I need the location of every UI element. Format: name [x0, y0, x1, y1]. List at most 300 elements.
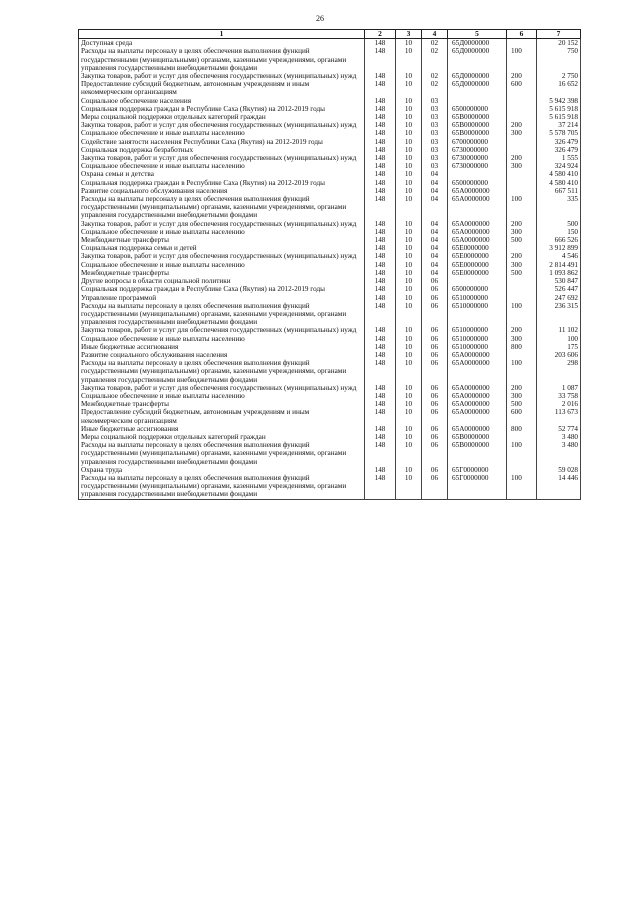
subsection-code-cell: 04 — [422, 220, 448, 228]
expense-type-code-cell — [507, 466, 537, 474]
table-row — [79, 162, 581, 170]
target-article-code-cell: 65В0000000 — [448, 129, 507, 137]
amount-cell: 4 580 410 — [537, 179, 581, 187]
item-name-cell: Социальное обеспечение и иные выплаты населению — [79, 392, 365, 400]
target-article-code-cell: 65Г0000000 — [448, 474, 507, 499]
table-row — [79, 195, 581, 220]
subsection-code-cell: 06 — [422, 351, 448, 359]
ministry-code-cell: 148 — [365, 261, 396, 269]
target-article-code-cell: 65Д0000000 — [448, 72, 507, 80]
item-name-cell: Социальная поддержка граждан в Республике Саха (Якутия) на 2012-2019 годы — [79, 285, 365, 293]
section-code-cell: 10 — [396, 121, 422, 129]
item-name-cell: Расходы на выплаты персоналу в целях обеспечения выполнения функций государственными (муниципальными) органами, казенными учреждениями, органами управления государственными внебюджетными фондами — [79, 302, 365, 327]
item-name-cell: Закупка товаров, работ и услуг для обеспечения государственных (муниципальных) нужд — [79, 326, 365, 334]
item-name-cell: Межбюджетные трансферты — [79, 269, 365, 277]
section-code-cell: 10 — [396, 170, 422, 178]
section-code-cell: 10 — [396, 294, 422, 302]
target-article-code-cell: 6500000000 — [448, 285, 507, 293]
item-name-cell: Социальное обеспечение и иные выплаты населению — [79, 228, 365, 236]
amount-cell: 203 606 — [537, 351, 581, 359]
table-row — [79, 228, 581, 236]
expense-type-code-cell — [507, 97, 537, 105]
ministry-code-cell: 148 — [365, 187, 396, 195]
table-row — [79, 170, 581, 178]
target-article-code-cell: 65Д0000000 — [448, 39, 507, 48]
ministry-code-cell: 148 — [365, 441, 396, 466]
item-name-cell: Социальное обеспечение и иные выплаты населению — [79, 261, 365, 269]
subsection-code-cell: 03 — [422, 146, 448, 154]
target-article-code-cell: 65Е0000000 — [448, 252, 507, 260]
subsection-code-cell: 06 — [422, 408, 448, 424]
ministry-code-cell: 148 — [365, 105, 396, 113]
table-row — [79, 474, 581, 499]
target-article-code-cell: 65А0000000 — [448, 425, 507, 433]
item-name-cell: Социальная поддержка граждан в Республике Саха (Якутия) на 2012-2019 годы — [79, 105, 365, 113]
item-name-cell: Социальная поддержка безработных — [79, 146, 365, 154]
subsection-code-cell: 04 — [422, 244, 448, 252]
item-name-cell: Меры социальной поддержки отдельных категорий граждан — [79, 113, 365, 121]
expense-type-code-cell: 500 — [507, 269, 537, 277]
subsection-code-cell: 06 — [422, 335, 448, 343]
amount-cell: 20 152 — [537, 39, 581, 48]
section-code-cell: 10 — [396, 285, 422, 293]
section-code-cell: 10 — [396, 187, 422, 195]
section-code-cell: 10 — [396, 335, 422, 343]
item-name-cell: Охрана труда — [79, 466, 365, 474]
target-article-code-cell — [448, 170, 507, 178]
amount-cell: 16 652 — [537, 80, 581, 96]
expense-type-code-cell: 300 — [507, 261, 537, 269]
section-code-cell: 10 — [396, 154, 422, 162]
section-code-cell: 10 — [396, 351, 422, 359]
table-row — [79, 72, 581, 80]
subsection-code-cell: 03 — [422, 154, 448, 162]
target-article-code-cell: 65Д0000000 — [448, 80, 507, 96]
target-article-code-cell: 65Д0000000 — [448, 47, 507, 72]
subsection-code-cell: 03 — [422, 129, 448, 137]
expense-type-code-cell — [507, 138, 537, 146]
item-name-cell: Закупка товаров, работ и услуг для обеспечения государственных (муниципальных) нужд — [79, 121, 365, 129]
ministry-code-cell: 148 — [365, 97, 396, 105]
subsection-code-cell: 02 — [422, 47, 448, 72]
section-code-cell: 10 — [396, 425, 422, 433]
section-code-cell: 10 — [396, 244, 422, 252]
table-row — [79, 244, 581, 252]
expense-type-code-cell: 300 — [507, 129, 537, 137]
table-body — [79, 39, 581, 499]
expense-type-code-cell: 200 — [507, 326, 537, 334]
amount-cell: 113 673 — [537, 408, 581, 424]
item-name-cell: Закупка товаров, работ и услуг для обеспечения государственных (муниципальных) нужд — [79, 154, 365, 162]
item-name-cell: Иные бюджетные ассигнования — [79, 425, 365, 433]
item-name-cell: Предоставление субсидий бюджетным, автономным учреждениям и иным некоммерческим организациям — [79, 408, 365, 424]
target-article-code-cell: 65Е0000000 — [448, 244, 507, 252]
section-code-cell: 10 — [396, 39, 422, 48]
item-name-cell: Закупка товаров, работ и услуг для обеспечения государственных (муниципальных) нужд — [79, 220, 365, 228]
table-row — [79, 441, 581, 466]
target-article-code-cell: 6730000000 — [448, 154, 507, 162]
expense-type-code-cell — [507, 170, 537, 178]
target-article-code-cell: 6510000000 — [448, 294, 507, 302]
expense-type-code-cell — [507, 294, 537, 302]
item-name-cell: Социальное обеспечение и иные выплаты населению — [79, 335, 365, 343]
target-article-code-cell: 6500000000 — [448, 105, 507, 113]
subsection-code-cell: 03 — [422, 113, 448, 121]
item-name-cell: Доступная среда — [79, 39, 365, 48]
ministry-code-cell: 148 — [365, 121, 396, 129]
section-code-cell: 10 — [396, 236, 422, 244]
amount-cell: 33 758 — [537, 392, 581, 400]
table-row — [79, 187, 581, 195]
subsection-code-cell: 04 — [422, 228, 448, 236]
amount-cell: 1 087 — [537, 384, 581, 392]
page-number: 26 — [316, 14, 324, 23]
table-row — [79, 220, 581, 228]
section-code-cell: 10 — [396, 359, 422, 384]
item-name-cell: Межбюджетные трансферты — [79, 236, 365, 244]
table-header-row — [79, 30, 581, 39]
subsection-code-cell: 04 — [422, 252, 448, 260]
amount-cell: 335 — [537, 195, 581, 220]
ministry-code-cell: 148 — [365, 400, 396, 408]
ministry-code-cell: 148 — [365, 466, 396, 474]
table-row — [79, 392, 581, 400]
table-row — [79, 351, 581, 359]
subsection-code-cell: 06 — [422, 384, 448, 392]
ministry-code-cell: 148 — [365, 80, 396, 96]
expense-type-code-cell — [507, 113, 537, 121]
ministry-code-cell: 148 — [365, 351, 396, 359]
amount-cell: 3 480 — [537, 433, 581, 441]
amount-cell: 3 480 — [537, 441, 581, 466]
ministry-code-cell: 148 — [365, 277, 396, 285]
section-code-cell: 10 — [396, 220, 422, 228]
subsection-code-cell: 03 — [422, 105, 448, 113]
amount-cell: 37 214 — [537, 121, 581, 129]
subsection-code-cell: 04 — [422, 195, 448, 220]
amount-cell: 1 555 — [537, 154, 581, 162]
section-code-cell: 10 — [396, 408, 422, 424]
expense-type-code-cell: 100 — [507, 195, 537, 220]
ministry-code-cell: 148 — [365, 474, 396, 499]
item-name-cell: Социальная поддержка семьи и детей — [79, 244, 365, 252]
ministry-code-cell: 148 — [365, 113, 396, 121]
expense-type-code-cell — [507, 179, 537, 187]
item-name-cell: Закупка товаров, работ и услуг для обеспечения государственных (муниципальных) нужд — [79, 72, 365, 80]
ministry-code-cell: 148 — [365, 392, 396, 400]
amount-cell: 5 942 398 — [537, 97, 581, 105]
expense-type-code-cell — [507, 351, 537, 359]
expense-type-code-cell — [507, 285, 537, 293]
subsection-code-cell: 06 — [422, 359, 448, 384]
target-article-code-cell: 65А0000000 — [448, 220, 507, 228]
column-header-5: 5 — [448, 30, 507, 39]
expense-type-code-cell: 200 — [507, 72, 537, 80]
item-name-cell: Предоставление субсидий бюджетным, автономным учреждениям и иным некоммерческим организациям — [79, 80, 365, 96]
amount-cell: 2 814 491 — [537, 261, 581, 269]
amount-cell: 100 — [537, 335, 581, 343]
expense-type-code-cell: 300 — [507, 335, 537, 343]
ministry-code-cell: 148 — [365, 252, 396, 260]
ministry-code-cell: 148 — [365, 146, 396, 154]
section-code-cell: 10 — [396, 228, 422, 236]
ministry-code-cell: 148 — [365, 195, 396, 220]
expense-type-code-cell — [507, 187, 537, 195]
expense-type-code-cell: 100 — [507, 359, 537, 384]
expense-type-code-cell: 200 — [507, 121, 537, 129]
amount-cell: 530 847 — [537, 277, 581, 285]
section-code-cell: 10 — [396, 277, 422, 285]
ministry-code-cell: 148 — [365, 294, 396, 302]
item-name-cell: Иные бюджетные ассигнования — [79, 343, 365, 351]
subsection-code-cell: 06 — [422, 400, 448, 408]
section-code-cell: 10 — [396, 392, 422, 400]
target-article-code-cell — [448, 277, 507, 285]
column-header-3: 3 — [396, 30, 422, 39]
ministry-code-cell: 148 — [365, 170, 396, 178]
target-article-code-cell — [448, 97, 507, 105]
section-code-cell: 10 — [396, 269, 422, 277]
table-row — [79, 294, 581, 302]
ministry-code-cell: 148 — [365, 236, 396, 244]
amount-cell: 247 692 — [537, 294, 581, 302]
subsection-code-cell: 06 — [422, 302, 448, 327]
ministry-code-cell: 148 — [365, 138, 396, 146]
item-name-cell: Меры социальной поддержки отдельных категорий граждан — [79, 433, 365, 441]
subsection-code-cell: 04 — [422, 236, 448, 244]
amount-cell: 150 — [537, 228, 581, 236]
amount-cell: 326 479 — [537, 138, 581, 146]
table-row — [79, 121, 581, 129]
section-code-cell: 10 — [396, 252, 422, 260]
table-row — [79, 269, 581, 277]
table-row — [79, 326, 581, 334]
expense-type-code-cell: 600 — [507, 408, 537, 424]
subsection-code-cell: 04 — [422, 170, 448, 178]
amount-cell: 236 315 — [537, 302, 581, 327]
table-row — [79, 105, 581, 113]
section-code-cell: 10 — [396, 441, 422, 466]
item-name-cell: Расходы на выплаты персоналу в целях обеспечения выполнения функций государственными (муниципальными) органами, казенными учреждениями, органами управления государственными внебюджетными фондами — [79, 474, 365, 499]
item-name-cell: Расходы на выплаты персоналу в целях обеспечения выполнения функций государственными (муниципальными) органами, казенными учреждениями, органами управления государственными внебюджетными фондами — [79, 359, 365, 384]
table-row — [79, 47, 581, 72]
column-header-1: 1 — [79, 30, 365, 39]
target-article-code-cell: 65В0000000 — [448, 441, 507, 466]
table-row — [79, 154, 581, 162]
section-code-cell: 10 — [396, 162, 422, 170]
column-header-6: 6 — [507, 30, 537, 39]
amount-cell: 5 578 705 — [537, 129, 581, 137]
target-article-code-cell: 65Г0000000 — [448, 466, 507, 474]
ministry-code-cell: 148 — [365, 269, 396, 277]
target-article-code-cell: 6510000000 — [448, 302, 507, 327]
amount-cell: 5 615 918 — [537, 113, 581, 121]
table-row — [79, 343, 581, 351]
table-row — [79, 39, 581, 48]
amount-cell: 11 102 — [537, 326, 581, 334]
amount-cell: 326 479 — [537, 146, 581, 154]
table-row — [79, 408, 581, 424]
table-row — [79, 80, 581, 96]
expense-type-code-cell: 800 — [507, 425, 537, 433]
amount-cell: 2 750 — [537, 72, 581, 80]
item-name-cell: Управление программой — [79, 294, 365, 302]
amount-cell: 500 — [537, 220, 581, 228]
section-code-cell: 10 — [396, 261, 422, 269]
amount-cell: 324 924 — [537, 162, 581, 170]
expense-type-code-cell: 100 — [507, 47, 537, 72]
ministry-code-cell: 148 — [365, 384, 396, 392]
ministry-code-cell: 148 — [365, 326, 396, 334]
section-code-cell: 10 — [396, 179, 422, 187]
subsection-code-cell: 06 — [422, 277, 448, 285]
amount-cell: 666 526 — [537, 236, 581, 244]
item-name-cell: Межбюджетные трансферты — [79, 400, 365, 408]
table-row — [79, 146, 581, 154]
ministry-code-cell: 148 — [365, 179, 396, 187]
ministry-code-cell: 148 — [365, 244, 396, 252]
amount-cell: 667 511 — [537, 187, 581, 195]
subsection-code-cell: 04 — [422, 269, 448, 277]
section-code-cell: 10 — [396, 113, 422, 121]
section-code-cell: 10 — [396, 400, 422, 408]
expense-type-code-cell: 800 — [507, 343, 537, 351]
target-article-code-cell: 65А0000000 — [448, 384, 507, 392]
section-code-cell: 10 — [396, 146, 422, 154]
amount-cell: 1 093 862 — [537, 269, 581, 277]
subsection-code-cell: 06 — [422, 441, 448, 466]
item-name-cell: Социальное обеспечение населения — [79, 97, 365, 105]
target-article-code-cell: 65А0000000 — [448, 236, 507, 244]
amount-cell: 59 028 — [537, 466, 581, 474]
table-row — [79, 466, 581, 474]
subsection-code-cell: 02 — [422, 80, 448, 96]
section-code-cell: 10 — [396, 97, 422, 105]
section-code-cell: 10 — [396, 384, 422, 392]
ministry-code-cell: 148 — [365, 359, 396, 384]
subsection-code-cell: 02 — [422, 72, 448, 80]
section-code-cell: 10 — [396, 72, 422, 80]
target-article-code-cell: 65В0000000 — [448, 433, 507, 441]
subsection-code-cell: 04 — [422, 179, 448, 187]
expense-type-code-cell: 200 — [507, 154, 537, 162]
item-name-cell: Расходы на выплаты персоналу в целях обеспечения выполнения функций государственными (муниципальными) органами, казенными учреждениями, органами управления государственными внебюджетными фондами — [79, 47, 365, 72]
subsection-code-cell: 06 — [422, 285, 448, 293]
budget-table — [78, 29, 581, 500]
table-row — [79, 285, 581, 293]
subsection-code-cell: 06 — [422, 294, 448, 302]
target-article-code-cell: 6510000000 — [448, 343, 507, 351]
expense-type-code-cell: 300 — [507, 228, 537, 236]
expense-type-code-cell: 500 — [507, 400, 537, 408]
item-name-cell: Расходы на выплаты персоналу в целях обеспечения выполнения функций государственными (муниципальными) органами, казенными учреждениями, органами управления государственными внебюджетными фондами — [79, 441, 365, 466]
expense-type-code-cell: 300 — [507, 392, 537, 400]
ministry-code-cell: 148 — [365, 162, 396, 170]
item-name-cell: Закупка товаров, работ и услуг для обеспечения государственных (муниципальных) нужд — [79, 252, 365, 260]
target-article-code-cell: 65А0000000 — [448, 359, 507, 384]
item-name-cell: Содействие занятости населения Республики Саха (Якутия) на 2012-2019 годы — [79, 138, 365, 146]
item-name-cell: Развитие социального обслуживания населения — [79, 187, 365, 195]
expense-type-code-cell: 300 — [507, 162, 537, 170]
subsection-code-cell: 06 — [422, 466, 448, 474]
item-name-cell: Другие вопросы в области социальной политики — [79, 277, 365, 285]
subsection-code-cell: 06 — [422, 392, 448, 400]
target-article-code-cell: 65В0000000 — [448, 121, 507, 129]
amount-cell: 14 446 — [537, 474, 581, 499]
ministry-code-cell: 148 — [365, 335, 396, 343]
target-article-code-cell: 6700000000 — [448, 138, 507, 146]
table-row — [79, 433, 581, 441]
subsection-code-cell: 06 — [422, 343, 448, 351]
ministry-code-cell: 148 — [365, 408, 396, 424]
item-name-cell: Развитие социального обслуживания населения — [79, 351, 365, 359]
column-header-4: 4 — [422, 30, 448, 39]
expense-type-code-cell — [507, 244, 537, 252]
target-article-code-cell: 6510000000 — [448, 326, 507, 334]
table-row — [79, 359, 581, 384]
table-row — [79, 252, 581, 260]
item-name-cell: Социальная поддержка граждан в Республике Саха (Якутия) на 2012-2019 годы — [79, 179, 365, 187]
amount-cell: 3 912 899 — [537, 244, 581, 252]
section-code-cell: 10 — [396, 326, 422, 334]
expense-type-code-cell: 200 — [507, 384, 537, 392]
expense-type-code-cell — [507, 277, 537, 285]
item-name-cell: Расходы на выплаты персоналу в целях обеспечения выполнения функций государственными (муниципальными) органами, казенными учреждениями, органами управления государственными внебюджетными фондами — [79, 195, 365, 220]
column-header-2: 2 — [365, 30, 396, 39]
amount-cell: 2 016 — [537, 400, 581, 408]
table-row — [79, 335, 581, 343]
section-code-cell: 10 — [396, 129, 422, 137]
subsection-code-cell: 03 — [422, 138, 448, 146]
table-row — [79, 277, 581, 285]
expense-type-code-cell — [507, 39, 537, 48]
target-article-code-cell: 65Е0000000 — [448, 269, 507, 277]
amount-cell: 750 — [537, 47, 581, 72]
expense-type-code-cell: 200 — [507, 252, 537, 260]
expense-type-code-cell: 100 — [507, 441, 537, 466]
column-header-7: 7 — [537, 30, 581, 39]
section-code-cell: 10 — [396, 195, 422, 220]
ministry-code-cell: 148 — [365, 39, 396, 48]
ministry-code-cell: 148 — [365, 154, 396, 162]
item-name-cell: Социальное обеспечение и иные выплаты населению — [79, 162, 365, 170]
ministry-code-cell: 148 — [365, 433, 396, 441]
amount-cell: 526 447 — [537, 285, 581, 293]
subsection-code-cell: 06 — [422, 433, 448, 441]
table-row — [79, 179, 581, 187]
subsection-code-cell: 06 — [422, 425, 448, 433]
amount-cell: 52 774 — [537, 425, 581, 433]
table-row — [79, 113, 581, 121]
amount-cell: 298 — [537, 359, 581, 384]
table-row — [79, 129, 581, 137]
target-article-code-cell: 6730000000 — [448, 146, 507, 154]
ministry-code-cell: 148 — [365, 220, 396, 228]
table-row — [79, 97, 581, 105]
table-row — [79, 236, 581, 244]
item-name-cell: Закупка товаров, работ и услуг для обеспечения государственных (муниципальных) нужд — [79, 384, 365, 392]
ministry-code-cell: 148 — [365, 343, 396, 351]
section-code-cell: 10 — [396, 433, 422, 441]
target-article-code-cell: 65А0000000 — [448, 408, 507, 424]
target-article-code-cell: 65А0000000 — [448, 187, 507, 195]
target-article-code-cell: 65А0000000 — [448, 400, 507, 408]
subsection-code-cell: 06 — [422, 474, 448, 499]
subsection-code-cell: 03 — [422, 97, 448, 105]
section-code-cell: 10 — [396, 343, 422, 351]
ministry-code-cell: 148 — [365, 47, 396, 72]
subsection-code-cell: 04 — [422, 187, 448, 195]
